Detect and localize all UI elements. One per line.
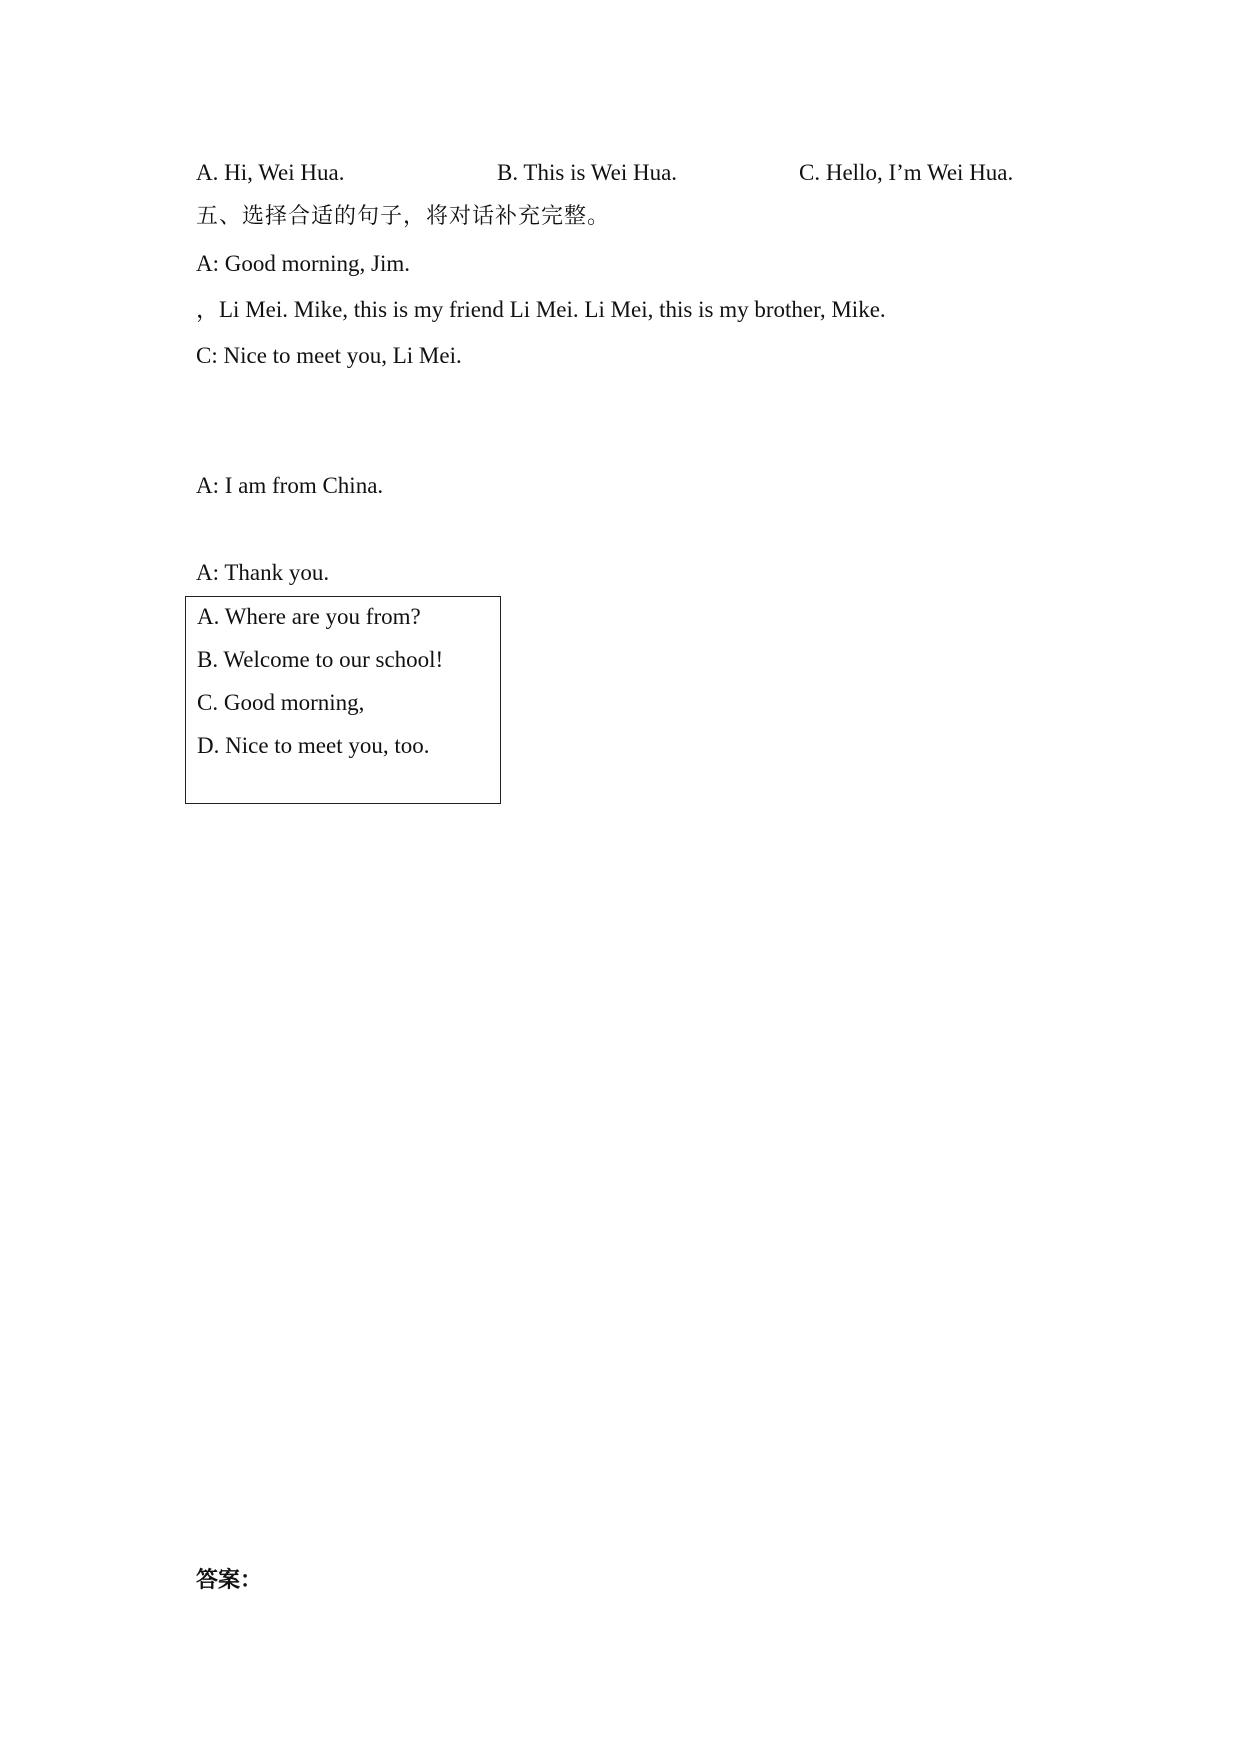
section-heading: 五、选择合适的句子，将对话补充完整。 [196,204,611,229]
choice-item: C. Good morning, [197,690,365,715]
option-a: A. Hi, Wei Hua. [196,160,345,185]
choice-item: A. Where are you from? [197,604,421,629]
dialogue-line: C: Nice to meet you, Li Mei. [196,343,462,368]
option-b: B. This is Wei Hua. [497,160,678,185]
choice-item: D. Nice to meet you, too. [197,733,430,758]
choice-item: B. Welcome to our school! [197,647,444,672]
dialogue-line: ，Li Mei. Mike, this is my friend Li Mei. Li Mei, this is my brother, Mike. [196,297,886,322]
choices-box [185,596,501,804]
dialogue-line: A: Thank you. [196,560,330,585]
dialogue-line: A: I am from China. [196,473,384,498]
dialogue-line: A: Good morning, Jim. [196,251,411,276]
option-c: C. Hello, I’m Wei Hua. [799,160,1014,185]
answer-heading: 答案： [196,1568,263,1593]
